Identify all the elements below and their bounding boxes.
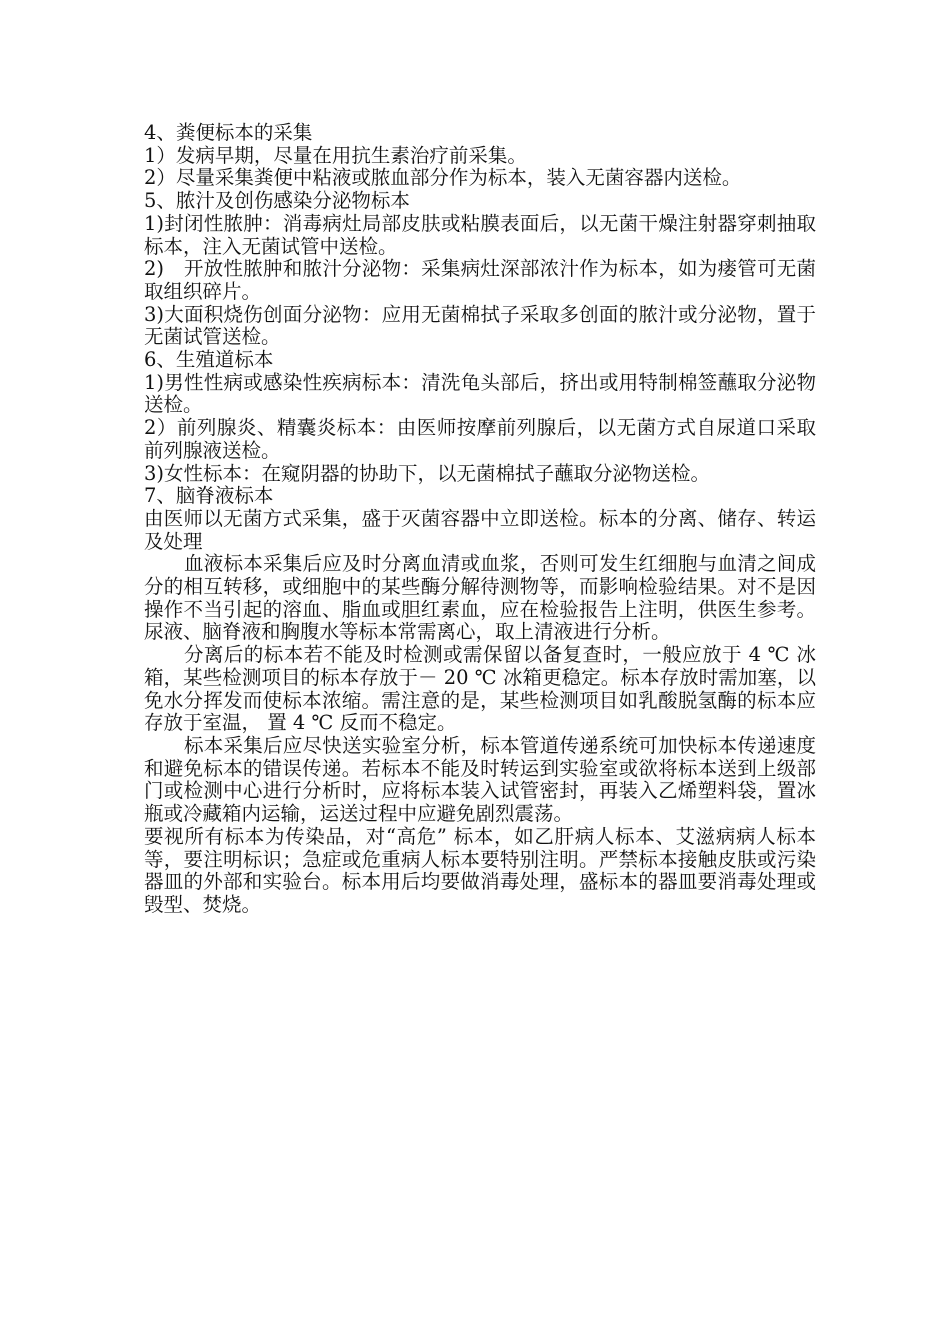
heading-pus-wound-secretion: 5、脓汁及创伤感染分泌物标本 [144,189,410,213]
paragraph: 3)女性标本：在窥阴器的协助下，以无菌棉拭子蘸取分泌物送检。 [144,461,711,485]
paragraph: 2) 开放性脓肿和脓汁分泌物：采集病灶深部浓汁作为标本，如为瘘管可无菌取组织碎片。 [144,257,816,303]
document-body [144,122,816,917]
heading-cerebrospinal-fluid: 7、脑脊液标本 [144,484,274,508]
heading-stool-collection: 4、粪便标本的采集 [144,121,313,144]
paragraph: 由医师以无菌方式采集，盛于灭菌容器中立即送检。标本的分离、储存、转运及处理 [144,506,816,553]
paragraph: 1）发病早期，尽量在用抗生素治疗前采集。 [144,143,527,167]
paragraph: 1)封闭性脓肿：消毒病灶局部皮肤或粘膜表面后，以无菌干燥注射器穿刺抽取标本，注入无菌试管中送检。 [144,211,816,258]
paragraph-blood-separation: 血液标本采集后应及时分离血清或血浆，否则可发生红细胞与血清之间成分的相互转移，或细胞中的某些酶分解待测物等，而影响检验结果。对不是因操作不当引起的溶血、脂血或胆红素血，应在检验报告上注明，供医生参考。尿液、脑脊液和胸腹水等标本常需离心，取上清液进行分析。 [144,552,816,644]
heading-genital-tract: 6、生殖道标本 [144,348,274,372]
paragraph-biosafety: 要视所有标本为传染品，对“高危” 标本，如乙肝病人标本、艾滋病病人标本等，要注明标识；急症或危重病人标本要特别注明。严禁标本接触皮肤或污染器皿的外部和实验台。标本用后均要做消毒处理，盛标本的器皿要消毒处理或毁型、焚烧。 [144,824,816,916]
paragraph: 1)男性性病或感染性疾病标本：清洗龟头部后，挤出或用特制棉签蘸取分泌物送检。 [144,370,816,417]
paragraph-storage: 分离后的标本若不能及时检测或需保留以备复查时，一般应放于 4 ℃ 冰箱，某些检测项目的标本存放于－ 20 ℃ 冰箱更稳定。标本存放时需加塞，以免水分挥发而使标本浓缩。需注意的是，某些检测项目如乳酸脱氢酶的标本应存放于室温， 置 4 ℃ 反而不稳定。 [144,643,816,735]
paragraph: 2）尽量采集粪便中粘液或脓血部分作为标本，装入无菌容器内送检。 [144,166,742,190]
paragraph: 3)大面积烧伤创面分泌物：应用无菌棉拭子采取多创面的脓汁或分泌物，置于无菌试管送检。 [144,302,816,349]
paragraph: 2）前列腺炎、精囊炎标本：由医师按摩前列腺后，以无菌方式自尿道口采取前列腺液送检。 [144,416,816,462]
paragraph-transport: 标本采集后应尽快送实验室分析，标本管道传递系统可加快标本传递速度和避免标本的错误传递。若标本不能及时转运到实验室或欲将标本送到上级部门或检测中心进行分析时，应将标本装入试管密封，再装入乙烯塑料袋，置冰瓶或冷藏箱内运输，运送过程中应避免剧烈震荡。 [144,733,816,826]
